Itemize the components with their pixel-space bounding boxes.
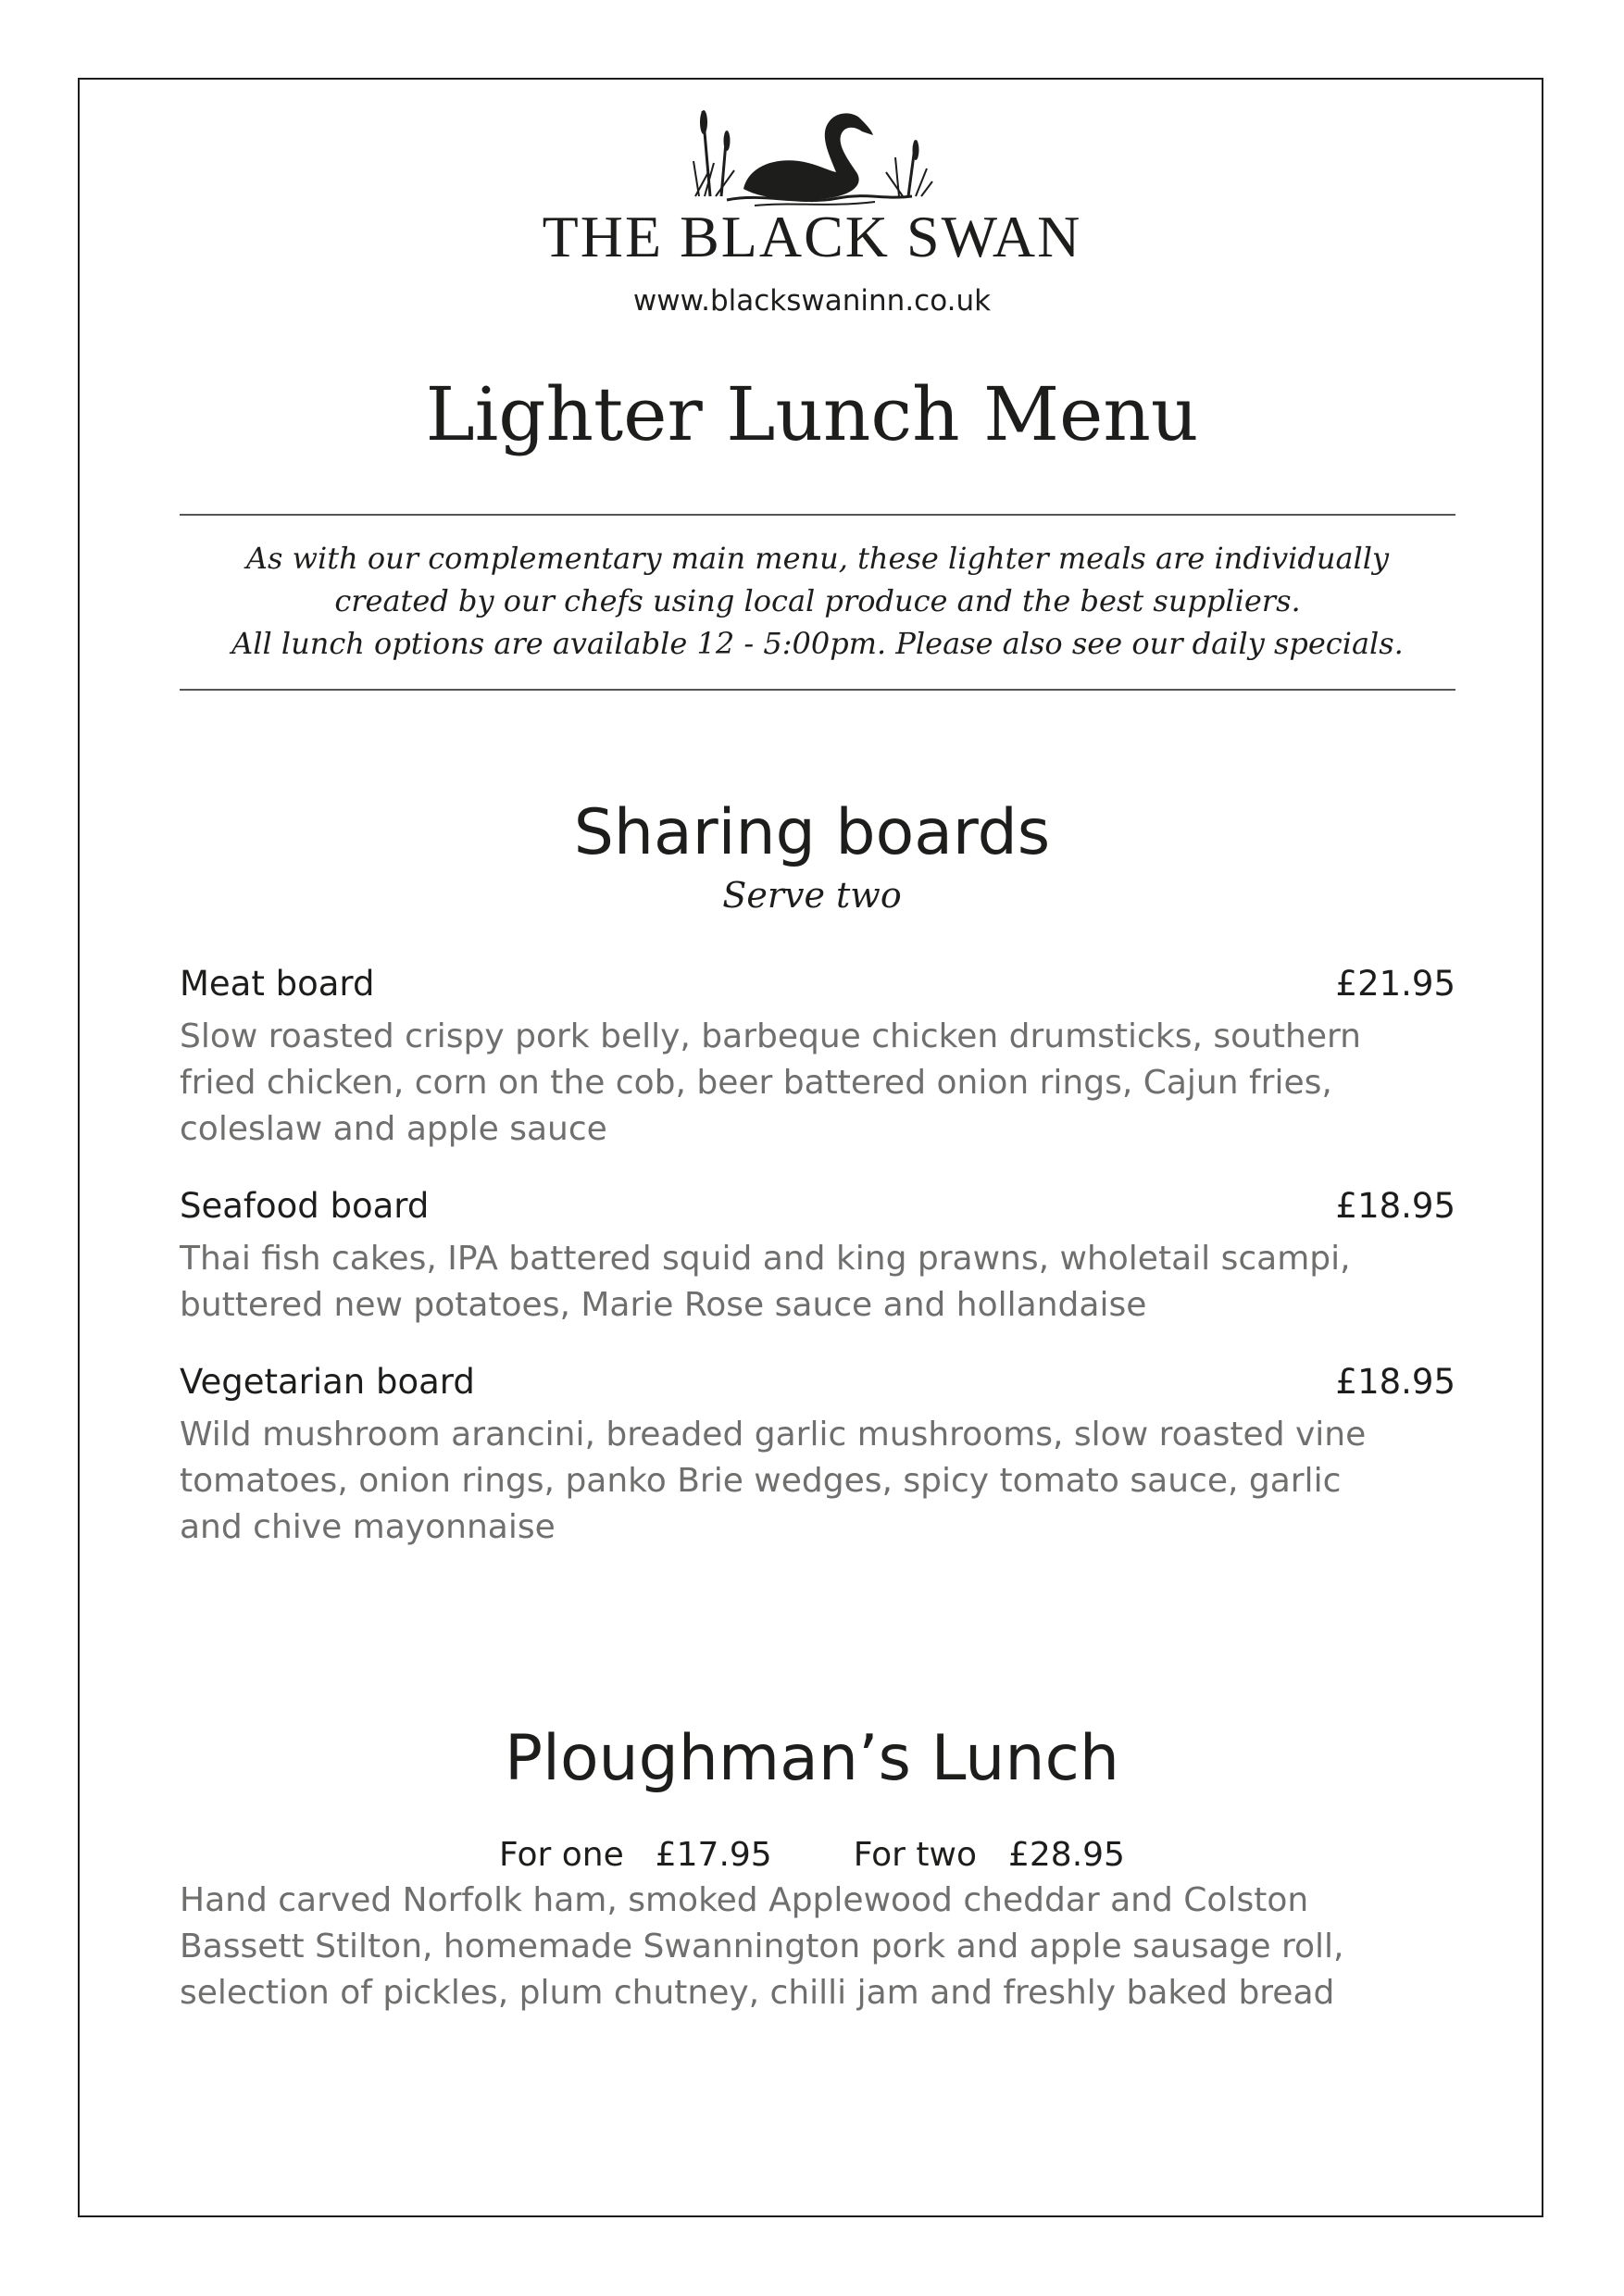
for-one-price: £17.95: [655, 1836, 772, 1874]
desc-line: Bassett Stilton, homemade Swannington pork and apple sausage roll,: [180, 1928, 1344, 1965]
desc-line: tomatoes, onion rings, panko Brie wedges, spicy tomato sauce, garlic: [180, 1462, 1342, 1500]
item-description: [180, 1412, 1455, 1551]
desc-line: buttered new potatoes, Marie Rose sauce and hollandaise: [180, 1286, 1147, 1324]
menu-item-ploughmans-lunch: [180, 1878, 1455, 2016]
desc-line: coleslaw and apple sauce: [180, 1110, 607, 1148]
item-name: Vegetarian board: [180, 1362, 475, 1402]
item-price: £21.95: [1335, 964, 1455, 1004]
desc-line: selection of pickles, plum chutney, chilli jam and freshly baked bread: [180, 1974, 1335, 2012]
menu-item-meat-board: [180, 964, 1455, 1153]
item-price: £18.95: [1335, 1186, 1455, 1226]
item-description: [180, 1878, 1455, 2016]
desc-line: Slow roasted crispy pork belly, barbeque chicken drumsticks, southern: [180, 1017, 1361, 1055]
section-title-sharing: Sharing boards: [573, 796, 1051, 869]
divider: [180, 689, 1455, 691]
desc-line: Thai fish cakes, IPA battered squid and king prawns, wholetail scampi,: [180, 1240, 1351, 1278]
item-price: £18.95: [1335, 1362, 1455, 1402]
intro-line: As with our complementary main menu, these lighter meals are individually: [245, 541, 1390, 576]
intro-line: All lunch options are available 12 - 5:00pm. Please also see our daily specials.: [231, 626, 1404, 661]
website-link[interactable]: www.blackswaninn.co.uk: [632, 284, 992, 318]
brand-name: THE BLACK SWAN: [542, 204, 1082, 269]
black-swan-icon: [690, 104, 934, 207]
item-description: [180, 1014, 1455, 1153]
for-two-label: For two: [853, 1836, 977, 1874]
desc-line: fried chicken, corn on the cob, beer battered onion rings, Cajun fries,: [180, 1064, 1332, 1102]
menu-item-vegetarian-board: [180, 1362, 1455, 1551]
desc-line: Wild mushroom arancini, breaded garlic mushrooms, slow roasted vine: [180, 1416, 1367, 1454]
menu-item-seafood-board: [180, 1186, 1455, 1329]
item-description: [180, 1236, 1455, 1329]
page-title: Lighter Lunch Menu: [425, 371, 1199, 457]
ploughman-price-line: [0, 1836, 1624, 1874]
for-one-label: For one: [499, 1836, 624, 1874]
intro-text: [180, 537, 1455, 665]
item-name: Meat board: [180, 964, 375, 1004]
divider: [180, 514, 1455, 516]
section-title-ploughman: Ploughman’s Lunch: [505, 1722, 1119, 1795]
desc-line: and chive mayonnaise: [180, 1508, 556, 1546]
intro-line: created by our chefs using local produce and the best suppliers.: [334, 583, 1301, 618]
for-two-price: £28.95: [1007, 1836, 1125, 1874]
section-subtitle-sharing: Serve two: [722, 875, 902, 916]
item-name: Seafood board: [180, 1186, 430, 1226]
desc-line: Hand carved Norfolk ham, smoked Applewood cheddar and Colston: [180, 1881, 1309, 1919]
